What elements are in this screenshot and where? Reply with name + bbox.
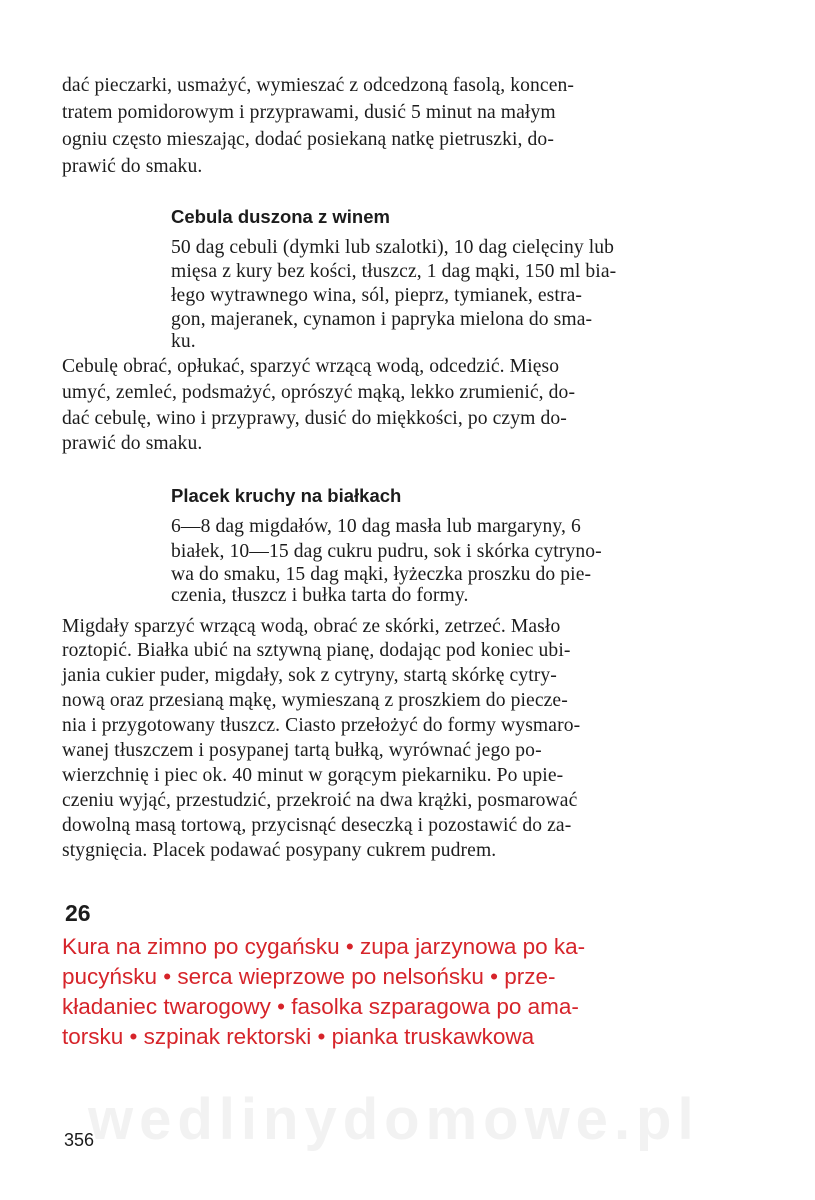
intro-line: prawić do smaku. — [62, 156, 203, 177]
recipe-title: Cebula duszona z winem — [171, 206, 390, 227]
method-line: jania cukier puder, migdały, sok z cytryny, startą skórkę cytry- — [62, 665, 557, 686]
method-line: prawić do smaku. — [62, 433, 203, 454]
method-line: nia i przygotowany tłuszcz. Ciasto przełożyć do formy wysmaro- — [62, 715, 581, 736]
menu-line: pucyńsku • serca wieprzowe po nelsońsku • prze- — [62, 964, 556, 989]
intro-line: dać pieczarki, usmażyć, wymieszać z odcedzoną fasolą, koncen- — [62, 75, 575, 96]
ingredient-line: czenia, tłuszcz i bułka tarta do formy. — [171, 585, 469, 606]
method-line: nową oraz przesianą mąkę, wymieszaną z proszkiem do piecze- — [62, 690, 568, 711]
ingredient-line: 6—8 dag migdałów, 10 dag masła lub margaryny, 6 — [171, 516, 581, 537]
intro-line: ogniu często mieszając, dodać posiekaną natkę pietruszki, do- — [62, 129, 554, 150]
ingredient-line: ku. — [171, 331, 196, 352]
page-number: 356 — [64, 1130, 95, 1150]
method-line: wanej tłuszczem i posypanej tartą bułką, wyrównać jego po- — [62, 740, 542, 761]
method-line: roztopić. Białka ubić na sztywną pianę, dodając pod koniec ubi- — [62, 640, 571, 661]
menu-number: 26 — [65, 900, 91, 926]
menu-line: torsku • szpinak rektorski • pianka truskawkowa — [62, 1024, 535, 1049]
intro-line: tratem pomidorowym i przyprawami, dusić 5 minut na małym — [62, 102, 556, 123]
ingredient-line: gon, majeranek, cynamon i papryka mielona do sma- — [171, 309, 593, 330]
menu-line: kładaniec twarogowy • fasolka szparagowa po ama- — [62, 994, 579, 1019]
watermark: wedlinydomowe.pl — [88, 1087, 700, 1152]
ingredient-line: 50 dag cebuli (dymki lub szalotki), 10 dag cielęciny lub — [171, 237, 615, 258]
method-line: dać cebulę, wino i przyprawy, dusić do miękkości, po czym do- — [62, 408, 567, 429]
menu-line: Kura na zimno po cygańsku • zupa jarzynowa po ka- — [62, 934, 586, 959]
ingredient-line: mięsa z kury bez kości, tłuszcz, 1 dag mąki, 150 ml bia- — [171, 261, 617, 282]
recipe-title: Placek kruchy na białkach — [171, 485, 402, 506]
method-line: czeniu wyjąć, przestudzić, przekroić na dwa krążki, posmarować — [62, 790, 578, 811]
ingredient-line: wa do smaku, 15 dag mąki, łyżeczka proszku do pie- — [171, 564, 592, 585]
method-line: dowolną masą tortową, przycisnąć deseczką i pozostawić do za- — [62, 815, 572, 836]
ingredient-line: łego wytrawnego wina, sól, pieprz, tymianek, estra- — [171, 285, 583, 306]
method-line: umyć, zemleć, podsmażyć, oprószyć mąką, lekko zrumienić, do- — [62, 382, 576, 403]
method-line: stygnięcia. Placek podawać posypany cukrem pudrem. — [62, 840, 497, 861]
ingredient-line: białek, 10—15 dag cukru pudru, sok i skórka cytryno- — [171, 541, 602, 562]
method-line: wierzchnię i piec ok. 40 minut w gorącym piekarniku. Po upie- — [62, 765, 564, 786]
method-line: Cebulę obrać, opłukać, sparzyć wrzącą wodą, odcedzić. Mięso — [62, 356, 560, 377]
method-line: Migdały sparzyć wrzącą wodą, obrać ze skórki, zetrzeć. Masło — [62, 616, 561, 637]
